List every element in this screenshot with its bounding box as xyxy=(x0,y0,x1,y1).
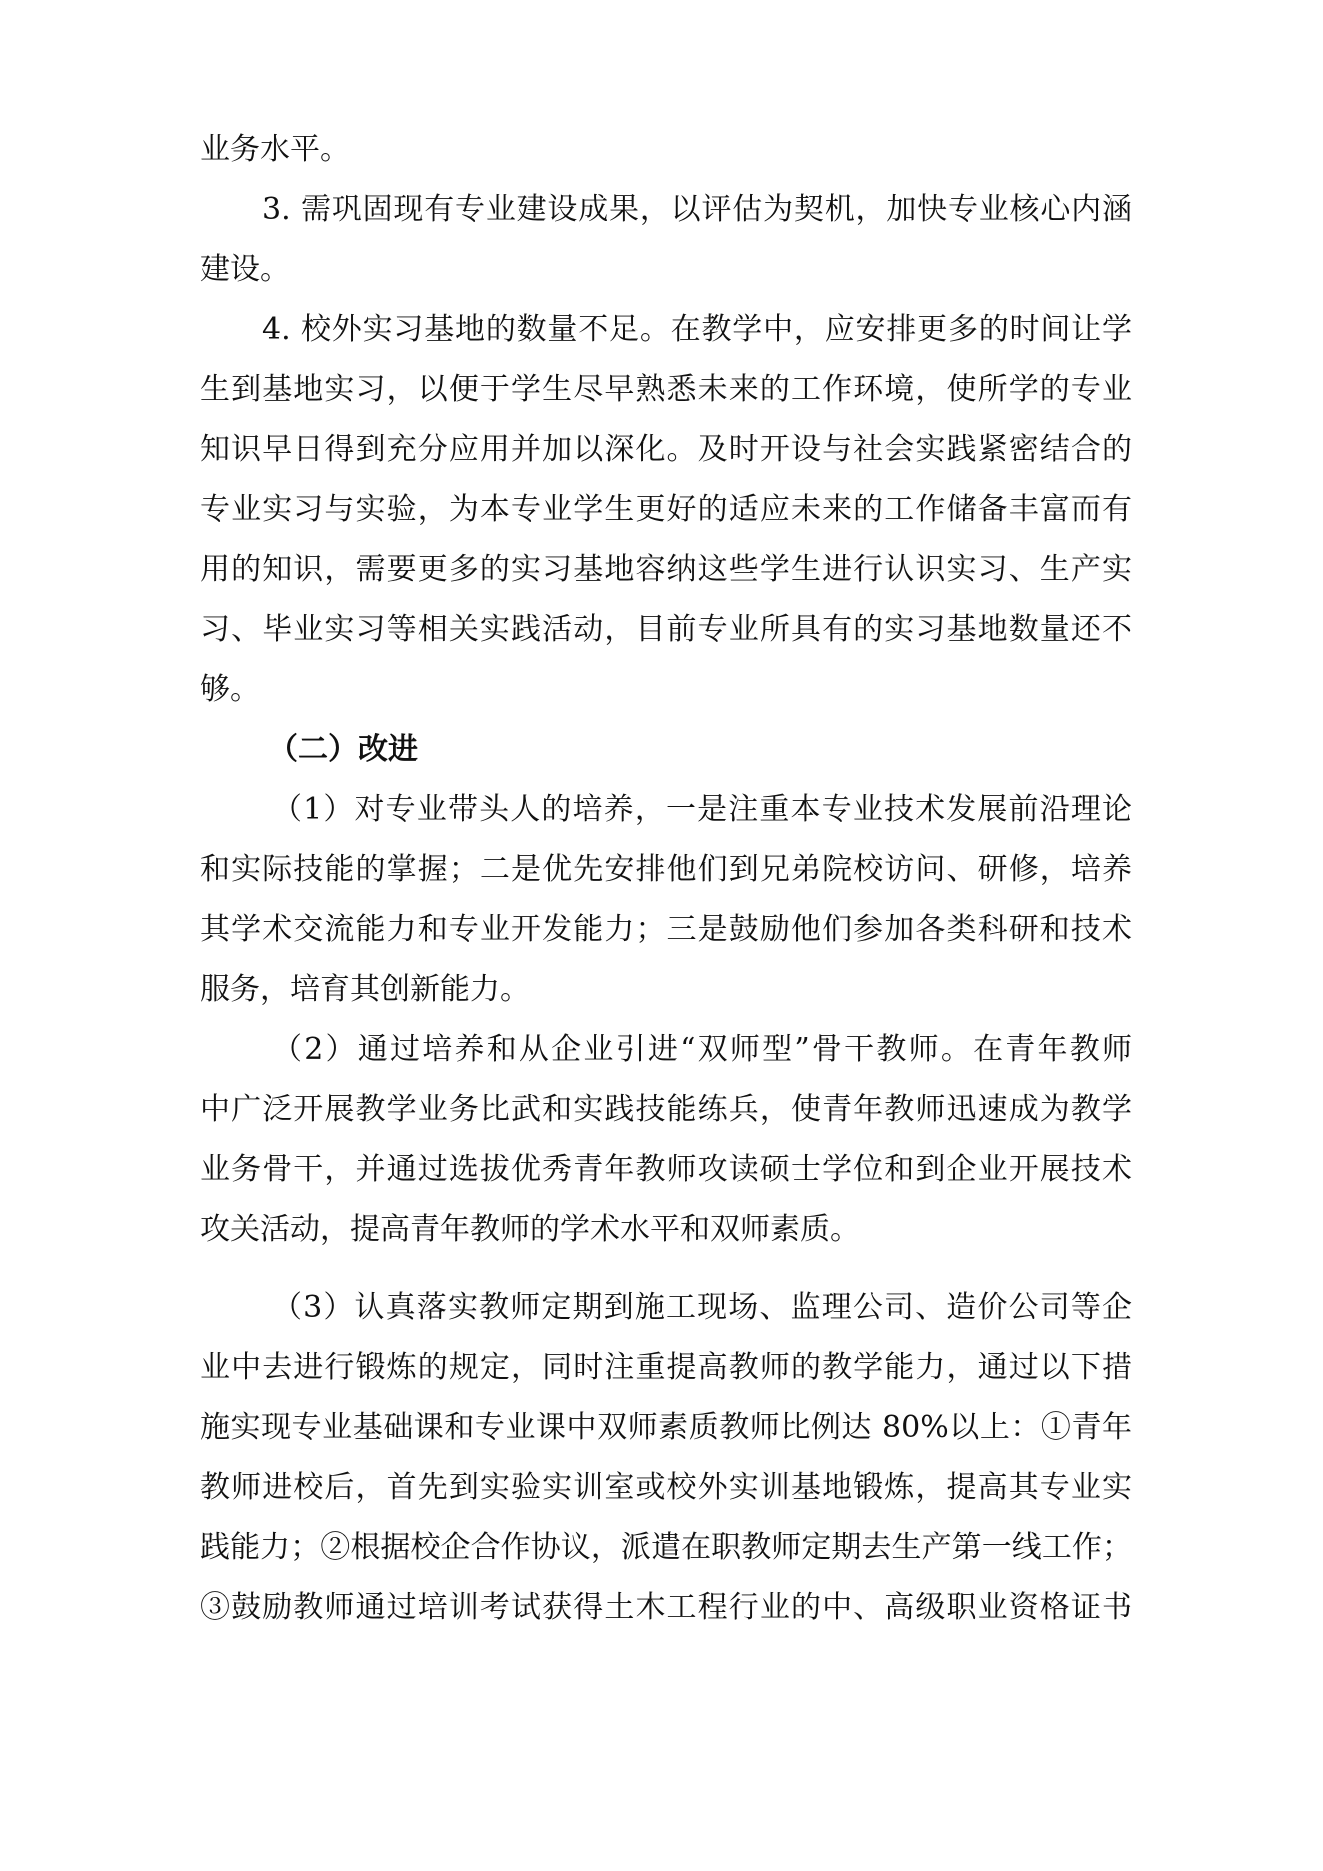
text-line: 够。 xyxy=(200,672,260,707)
text-line: 业务水平。 xyxy=(200,132,350,167)
text-line: ③鼓励教师通过培训考试获得土木工程行业的中、高级职业资格证书 xyxy=(200,1590,1132,1625)
text-line: 施实现专业基础课和专业课中双师素质教师比例达 80%以上：①青年 xyxy=(200,1410,1132,1445)
text-line: （2）通过培养和从企业引进“双师型”骨干教师。在青年教师 xyxy=(272,1032,1132,1067)
text-line: 3. 需巩固现有专业建设成果，以评估为契机，加快专业核心内涵 xyxy=(262,192,1132,227)
text-line: 服务，培育其创新能力。 xyxy=(200,972,530,1007)
text-line: 4. 校外实习基地的数量不足。在教学中，应安排更多的时间让学 xyxy=(262,312,1132,347)
text-line: 业务骨干，并通过选拔优秀青年教师攻读硕士学位和到企业开展技术 xyxy=(200,1152,1132,1187)
text-line: 用的知识，需要更多的实习基地容纳这些学生进行认识实习、生产实 xyxy=(200,552,1132,587)
text-line: 习、毕业实习等相关实践活动，目前专业所具有的实习基地数量还不 xyxy=(200,612,1132,647)
text-line: 业中去进行锻炼的规定，同时注重提高教师的教学能力，通过以下措 xyxy=(200,1350,1132,1385)
text-line: 其学术交流能力和专业开发能力；三是鼓励他们参加各类科研和技术 xyxy=(200,912,1132,947)
text-line: 生到基地实习，以便于学生尽早熟悉未来的工作环境，使所学的专业 xyxy=(200,372,1132,407)
section-heading: （二）改进 xyxy=(268,732,418,767)
text-line: （1）对专业带头人的培养，一是注重本专业技术发展前沿理论 xyxy=(272,792,1132,827)
text-line: （3）认真落实教师定期到施工现场、监理公司、造价公司等企 xyxy=(272,1290,1132,1325)
text-line: 中广泛开展教学业务比武和实践技能练兵，使青年教师迅速成为教学 xyxy=(200,1092,1132,1127)
text-line: 专业实习与实验，为本专业学生更好的适应未来的工作储备丰富而有 xyxy=(200,492,1132,527)
text-line: 和实际技能的掌握；二是优先安排他们到兄弟院校访问、研修，培养 xyxy=(200,852,1132,887)
text-line: 践能力；②根据校企合作协议，派遣在职教师定期去生产第一线工作； xyxy=(200,1530,1132,1565)
text-line: 教师进校后，首先到实验实训室或校外实训基地锻炼，提高其专业实 xyxy=(200,1470,1132,1505)
text-line: 知识早日得到充分应用并加以深化。及时开设与社会实践紧密结合的 xyxy=(200,432,1132,467)
text-line: 建设。 xyxy=(200,252,290,287)
text-line: 攻关活动，提高青年教师的学术水平和双师素质。 xyxy=(200,1212,860,1247)
